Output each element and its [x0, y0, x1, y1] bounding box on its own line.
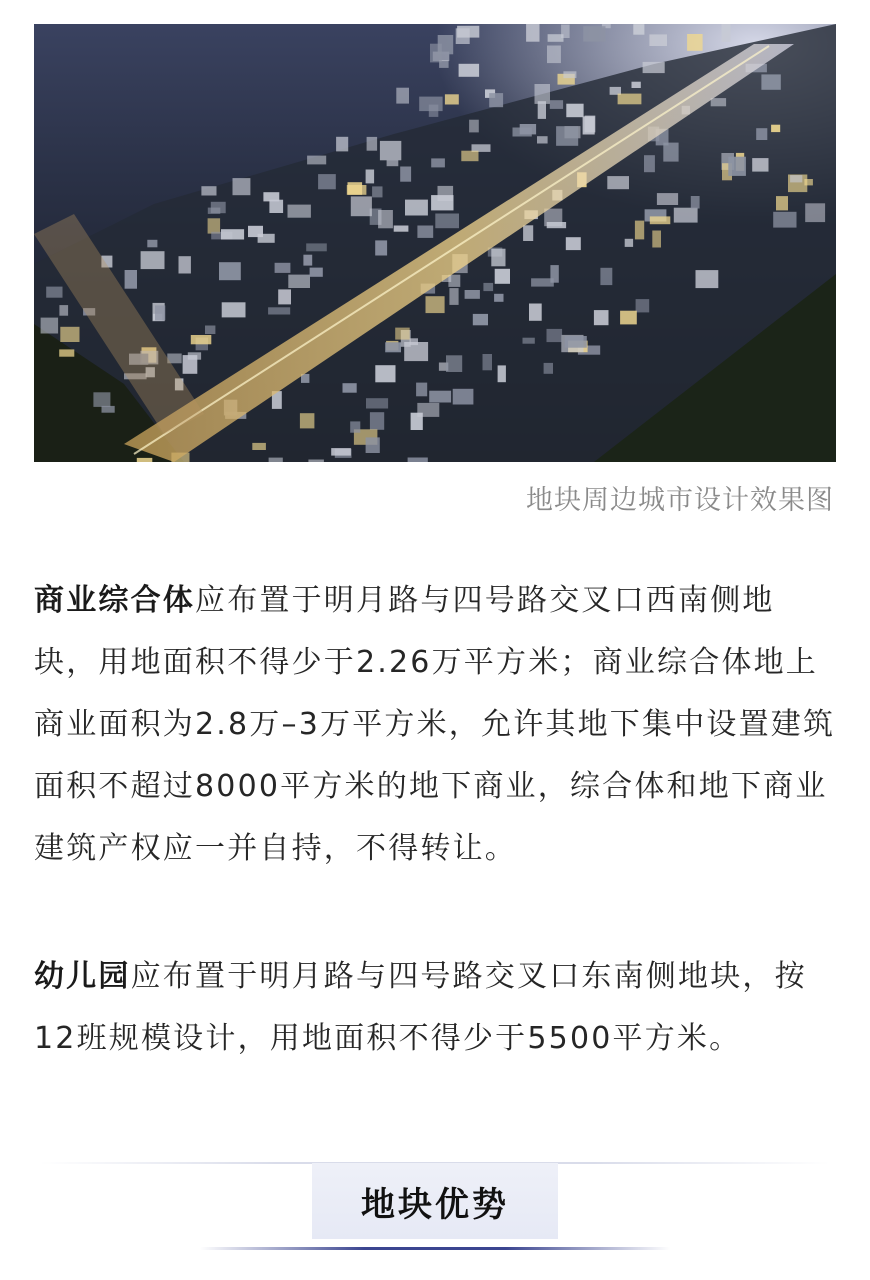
building-block	[303, 255, 312, 266]
building-block	[60, 327, 79, 342]
building-block	[752, 158, 768, 172]
building-block	[300, 413, 315, 428]
building-block	[46, 287, 62, 298]
building-block	[405, 200, 428, 216]
kindergarten-text: 应布置于明月路与四号路交叉口东南侧地块，按12班规模设计，用地面积不得少于5500平方米。	[34, 959, 807, 1056]
building-block	[201, 186, 216, 195]
building-block	[431, 158, 445, 167]
building-block	[635, 221, 644, 240]
building-block	[408, 458, 428, 463]
building-block	[728, 157, 746, 176]
building-block	[350, 421, 360, 432]
building-block	[537, 136, 548, 143]
building-block	[456, 28, 470, 44]
building-block	[556, 126, 578, 146]
building-block	[513, 128, 532, 137]
building-block	[722, 24, 731, 42]
building-block	[657, 193, 678, 205]
building-block	[790, 175, 802, 182]
building-block	[347, 185, 367, 195]
building-block	[288, 275, 310, 288]
building-block	[59, 305, 68, 316]
building-block	[211, 202, 226, 213]
building-block	[565, 336, 587, 348]
building-block	[416, 383, 427, 397]
building-block	[438, 35, 454, 54]
building-block	[268, 307, 290, 314]
building-block	[636, 299, 650, 312]
building-block	[600, 268, 612, 285]
building-block	[633, 24, 644, 35]
image-caption: 地块周边城市设计效果图	[526, 485, 834, 516]
building-block	[137, 458, 153, 462]
building-block	[366, 437, 380, 453]
building-block	[594, 310, 609, 325]
building-block	[691, 196, 700, 209]
building-block	[221, 229, 244, 239]
building-block	[449, 288, 458, 305]
building-block	[367, 137, 378, 151]
building-block	[41, 318, 59, 334]
building-block	[687, 34, 703, 51]
section-title: 地块优势	[361, 1184, 509, 1225]
building-block	[674, 208, 698, 223]
building-block	[222, 302, 246, 317]
building-block	[288, 205, 311, 218]
building-block	[147, 240, 157, 248]
building-block	[544, 363, 553, 374]
building-block	[351, 196, 372, 216]
building-block	[93, 392, 110, 407]
building-block	[435, 214, 459, 229]
building-block	[547, 222, 566, 228]
building-block	[102, 406, 115, 413]
building-block	[380, 141, 401, 160]
building-block	[375, 365, 395, 382]
building-block	[531, 278, 554, 286]
kindergarten-term: 幼儿园	[34, 959, 131, 994]
building-block	[370, 412, 384, 430]
building-block	[394, 226, 409, 232]
building-block	[632, 82, 641, 88]
building-block	[489, 93, 503, 107]
building-block	[308, 460, 324, 463]
building-block	[426, 296, 445, 313]
building-block	[773, 212, 796, 228]
building-block	[711, 98, 726, 106]
building-block	[469, 120, 479, 133]
building-block	[395, 328, 410, 340]
building-block	[306, 243, 327, 251]
building-block	[523, 225, 533, 241]
building-block	[400, 167, 411, 182]
building-block	[233, 178, 251, 195]
building-block	[776, 196, 788, 210]
commercial-complex-paragraph	[34, 570, 838, 880]
building-block	[459, 64, 480, 77]
building-block	[318, 174, 336, 189]
building-block	[761, 74, 780, 89]
building-block	[429, 391, 451, 403]
building-block	[141, 251, 165, 269]
section-divider-bottom	[200, 1247, 670, 1250]
building-block	[547, 46, 561, 64]
building-block	[387, 160, 399, 166]
building-block	[183, 355, 198, 374]
building-block	[650, 216, 671, 224]
building-block	[526, 24, 539, 42]
building-block	[644, 155, 655, 172]
building-block	[307, 156, 326, 165]
building-block	[566, 237, 581, 250]
building-block	[498, 365, 506, 382]
building-block	[805, 203, 825, 222]
building-block	[445, 94, 459, 104]
building-block	[417, 403, 439, 417]
building-block	[453, 389, 474, 405]
building-block	[59, 349, 74, 356]
building-block	[252, 443, 266, 450]
building-block	[465, 290, 480, 299]
building-block	[625, 239, 633, 247]
building-block	[756, 128, 767, 140]
building-block	[494, 294, 503, 302]
building-block	[179, 256, 191, 273]
building-block	[378, 210, 393, 228]
building-block	[446, 355, 462, 372]
building-block	[495, 269, 510, 284]
building-block	[771, 125, 780, 132]
building-block	[310, 268, 323, 277]
building-block	[483, 354, 493, 370]
building-block	[219, 262, 241, 280]
building-block	[563, 71, 576, 78]
building-block	[375, 240, 387, 255]
section-header	[312, 1163, 558, 1239]
building-block	[343, 383, 357, 393]
building-block	[155, 305, 165, 320]
building-block	[663, 143, 678, 162]
building-block	[547, 329, 563, 342]
kindergarten-paragraph	[34, 946, 838, 1070]
building-block	[366, 170, 375, 184]
building-block	[620, 311, 637, 325]
building-block	[205, 326, 215, 335]
building-block	[561, 25, 570, 39]
building-block	[618, 94, 642, 105]
building-block	[269, 200, 283, 213]
commercial-complex-text: 应布置于明月路与四号路交叉口西南侧地块，用地面积不得少于2.26万平方米；商业综合体地上商业面积为2.8万–3万平方米，允许其地下集中设置建筑面积不超过8000平方米的地下商业，综合体和地下商业建筑产权应一并自持，不得转让。	[34, 583, 836, 866]
building-block	[275, 263, 291, 273]
building-block	[385, 342, 401, 352]
building-block	[336, 137, 348, 152]
building-block	[125, 270, 137, 289]
building-block	[191, 335, 212, 344]
building-block	[529, 304, 542, 321]
building-block	[258, 234, 275, 243]
building-block	[535, 84, 551, 104]
building-block	[417, 226, 433, 238]
building-block	[585, 116, 596, 133]
building-block	[473, 314, 488, 325]
hero-rendering-image	[34, 24, 836, 462]
building-block	[652, 231, 661, 248]
building-block	[649, 34, 667, 46]
building-block	[550, 100, 563, 109]
building-block	[331, 448, 351, 456]
building-block	[607, 176, 629, 189]
building-block	[372, 186, 382, 197]
building-block	[429, 105, 439, 117]
building-block	[396, 88, 409, 104]
building-block	[550, 265, 558, 283]
building-block	[538, 101, 546, 119]
building-block	[438, 186, 454, 201]
building-block	[491, 249, 505, 267]
building-block	[583, 26, 605, 41]
commercial-complex-term: 商业综合体	[34, 583, 195, 618]
building-block	[483, 283, 493, 291]
building-block	[278, 289, 291, 304]
building-block	[523, 338, 535, 344]
building-block	[566, 104, 583, 118]
building-block	[461, 151, 478, 162]
building-block	[269, 458, 283, 462]
building-block	[696, 270, 719, 288]
building-block	[366, 398, 388, 408]
building-block	[643, 62, 665, 73]
building-block	[208, 218, 221, 233]
